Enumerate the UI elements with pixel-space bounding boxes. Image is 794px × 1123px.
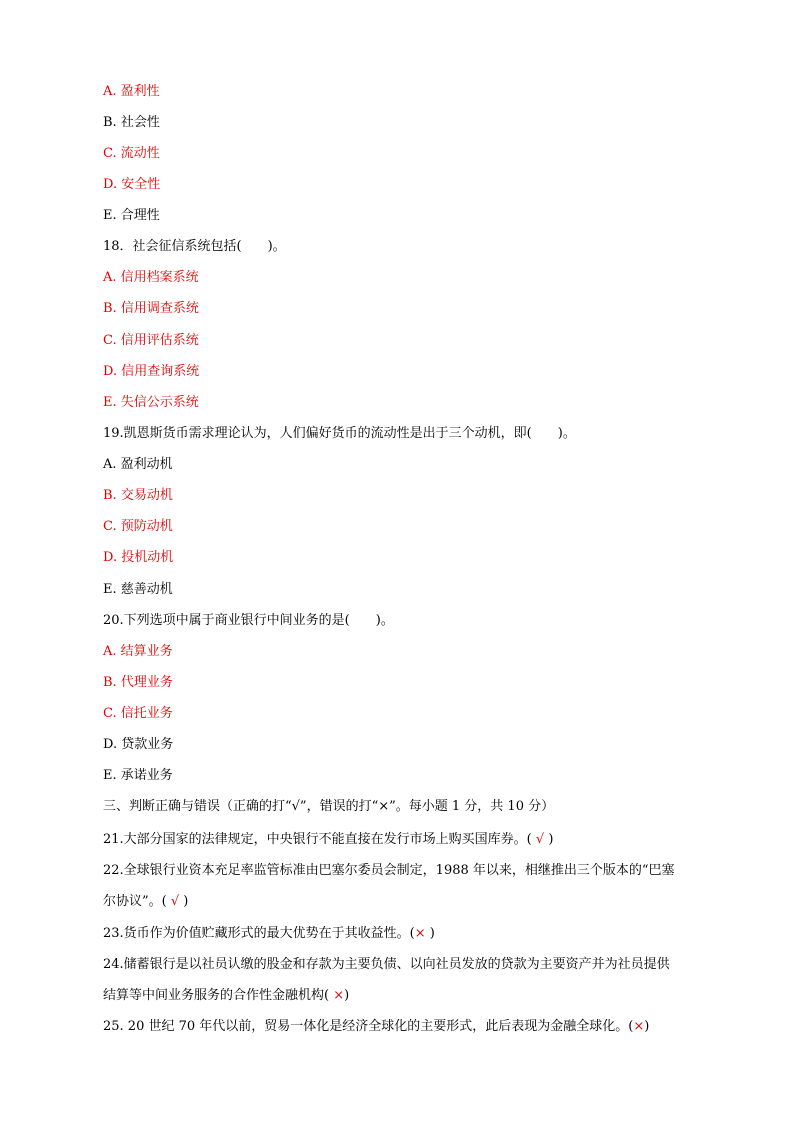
q23-answer-mark: × [414, 926, 426, 941]
q18-option-a: A. 信用档案系统 [103, 270, 199, 285]
q21 [103, 831, 553, 849]
q21-close: ) [548, 832, 554, 847]
q24-answer-mark: × [329, 988, 345, 1003]
q17-option-a: A. 盈利性 [103, 84, 160, 99]
q18-option-c: C. 信用评估系统 [103, 333, 199, 348]
q17-option-c: C. 流动性 [103, 146, 160, 161]
q22-text: 尔协议”。( [103, 894, 167, 909]
q23 [103, 925, 435, 943]
q17-option-e: E. 合理性 [103, 208, 160, 223]
q19-question: 19.凯恩斯货币需求理论认为，人们偏好货币的流动性是出于三个动机，即( )。 [103, 426, 576, 441]
q17-option-b: B. 社会性 [103, 115, 160, 130]
q21-text: 21.大部分国家的法律规定，中央银行不能直接在发行市场上购买国库券。( [103, 832, 532, 847]
q22-close: ) [183, 894, 189, 909]
q20-option-e: E. 承诺业务 [103, 768, 173, 783]
q19-option-a: A. 盈利动机 [103, 457, 173, 472]
section3-heading: 三、判断正确与错误（正确的打“√”，错误的打“×”。每小题 1 分，共 10 分） [103, 799, 555, 814]
q19-option-d: D. 投机动机 [103, 550, 174, 565]
q25-text: 25. 20 世纪 70 年代以前，贸易一体化是经济全球化的主要形式，此后表现为金融全球化。( [103, 1019, 634, 1034]
q18-option-d: D. 信用查询系统 [103, 364, 200, 379]
q24-close: ) [344, 988, 350, 1003]
q24-line2 [103, 987, 349, 1005]
q18-option-b: B. 信用调查系统 [103, 301, 199, 316]
q19-option-c: C. 预防动机 [103, 519, 173, 534]
q22-line1: 22.全球银行业资本充足率监管标准由巴塞尔委员会制定，1988 年以来，相继推出三个版本的“巴塞 [103, 863, 675, 878]
q24-text: 结算等中间业务服务的合作性金融机构( [103, 988, 330, 1003]
q21-answer-mark: √ [531, 832, 549, 847]
q20-question: 20.下列选项中属于商业银行中间业务的是( )。 [103, 613, 394, 628]
q19-option-e: E. 慈善动机 [103, 582, 173, 597]
q17-option-d: D. 安全性 [103, 177, 161, 192]
q22-answer-mark: √ [166, 894, 184, 909]
q19-option-b: B. 交易动机 [103, 488, 173, 503]
q23-text: 23.货币作为价值贮藏形式的最大优势在于其收益性。( [103, 926, 415, 941]
q20-option-b: B. 代理业务 [103, 675, 173, 690]
q25-close: ) [644, 1019, 650, 1034]
q25 [103, 1018, 649, 1036]
q20-option-d: D. 贷款业务 [103, 737, 174, 752]
q24-line1: 24.储蓄银行是以社员认缴的股金和存款为主要负债、以向社员发放的贷款为主要资产并为社员提供 [103, 957, 670, 972]
q20-option-c: C. 信托业务 [103, 706, 173, 721]
q18-option-e: E. 失信公示系统 [103, 395, 199, 410]
q22-line2 [103, 893, 188, 911]
q25-answer-mark: × [633, 1019, 645, 1034]
q23-close: ) [425, 926, 435, 941]
q18-question: 18．社会征信系统包括( )。 [103, 239, 286, 254]
q20-option-a: A. 结算业务 [103, 644, 173, 659]
